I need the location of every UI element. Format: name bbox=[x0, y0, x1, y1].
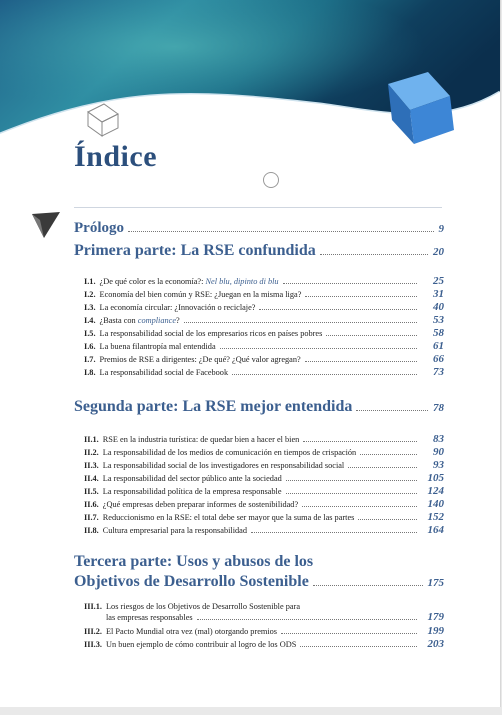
toc-entry[interactable] bbox=[84, 602, 444, 623]
entry-page: 124 bbox=[427, 485, 444, 497]
toc-label: Primera parte: La RSE confundida bbox=[74, 242, 316, 259]
leader-dots bbox=[320, 254, 428, 255]
entry-page: 61 bbox=[433, 340, 444, 352]
leader-dots bbox=[281, 633, 417, 634]
leader-dots bbox=[251, 532, 417, 533]
toc-page: 175 bbox=[427, 577, 444, 589]
page-title: Índice bbox=[74, 140, 158, 173]
entry-title: Economía del bien común y RSE: ¿Juegan en la misma liga? bbox=[99, 290, 302, 299]
entry-title-line1: Los riesgos de los Objetivos de Desarrollo Sostenible para bbox=[105, 602, 301, 611]
entry-number: II.2. bbox=[84, 448, 99, 457]
entry-number: I.1. bbox=[84, 277, 96, 286]
toc-part-2[interactable] bbox=[74, 398, 444, 416]
entry-title: La responsabilidad social de los investigadores en responsabilidad social bbox=[102, 461, 345, 470]
toc-page: 9 bbox=[438, 223, 444, 235]
toc-entry[interactable] bbox=[84, 447, 444, 458]
entry-page: 25 bbox=[433, 275, 444, 287]
toc-entry[interactable] bbox=[84, 626, 444, 637]
entry-page: 73 bbox=[433, 366, 444, 378]
toc-label: Segunda parte: La RSE mejor entendida bbox=[74, 398, 353, 415]
leader-dots bbox=[283, 283, 417, 284]
entry-number: I.8. bbox=[84, 368, 96, 377]
leader-dots bbox=[326, 335, 417, 336]
toc-entry[interactable] bbox=[84, 639, 444, 650]
entry-title: La responsabilidad del sector público ante la sociedad bbox=[102, 474, 282, 483]
leader-dots bbox=[286, 493, 417, 494]
entry-title: La responsabilidad de los medios de comunicación en tiempos de crispación bbox=[102, 448, 357, 457]
toc-prologo[interactable] bbox=[74, 220, 444, 237]
wireframe-cube-icon bbox=[84, 100, 122, 138]
entry-page: 164 bbox=[427, 524, 444, 536]
pyramid-icon bbox=[30, 208, 62, 240]
toc-label-line1: Tercera parte: Usos y abusos de los bbox=[74, 553, 314, 570]
leader-dots bbox=[356, 410, 428, 411]
entry-number: II.7. bbox=[84, 513, 99, 522]
entry-title: La responsabilidad social de Facebook bbox=[99, 368, 229, 377]
leader-dots bbox=[358, 519, 417, 520]
entry-number: II.8. bbox=[84, 526, 99, 535]
entry-title-line2: las empresas responsables bbox=[106, 613, 193, 622]
entry-number: I.2. bbox=[84, 290, 96, 299]
circle-ornament-icon bbox=[263, 172, 279, 188]
leader-dots bbox=[128, 231, 434, 232]
entry-page: 40 bbox=[433, 301, 444, 313]
entry-title: Cultura empresarial para la responsabilidad bbox=[102, 526, 247, 535]
entry-page: 90 bbox=[433, 446, 444, 458]
blue-cube-icon bbox=[384, 66, 464, 146]
toc-entry[interactable] bbox=[84, 302, 444, 313]
leader-dots bbox=[184, 322, 417, 323]
entry-title: ¿Qué empresas deben preparar informes de sostenibilidad? bbox=[102, 500, 299, 509]
entry-page: 93 bbox=[433, 459, 444, 471]
entry-number: II.5. bbox=[84, 487, 99, 496]
entry-title: Premios de RSE a dirigentes: ¿De qué? ¿Qué valor agregan? bbox=[99, 355, 301, 364]
toc-entry[interactable] bbox=[84, 276, 444, 287]
entry-title: Un buen ejemplo de cómo contribuir al logro de los ODS bbox=[105, 640, 297, 649]
leader-dots bbox=[303, 441, 417, 442]
leader-dots bbox=[259, 309, 417, 310]
toc-entry[interactable] bbox=[84, 525, 444, 536]
entry-page: 203 bbox=[427, 638, 444, 650]
entry-number: I.3. bbox=[84, 303, 96, 312]
toc-entry[interactable] bbox=[84, 434, 444, 445]
toc-label-line2: Objetivos de Desarrollo Sostenible bbox=[74, 573, 309, 590]
leader-dots bbox=[360, 454, 417, 455]
entry-page: 199 bbox=[427, 625, 444, 637]
entry-number: III.3. bbox=[84, 640, 102, 649]
toc-label: Prólogo bbox=[74, 220, 124, 236]
entry-title: La responsabilidad social de los empresarios ricos en países pobres bbox=[99, 329, 323, 338]
leader-dots bbox=[305, 361, 417, 362]
toc-entry[interactable] bbox=[84, 499, 444, 510]
leader-dots bbox=[313, 585, 423, 586]
entry-page: 152 bbox=[427, 511, 444, 523]
leader-dots bbox=[286, 480, 417, 481]
entry-title: ¿De qué color es la economía?: Nel blu, dipinto di blu bbox=[99, 277, 279, 286]
entry-number: I.5. bbox=[84, 329, 96, 338]
leader-dots bbox=[348, 467, 417, 468]
entry-page: 105 bbox=[427, 472, 444, 484]
leader-dots bbox=[220, 348, 417, 349]
toc-entry[interactable] bbox=[84, 315, 444, 326]
entry-number: II.6. bbox=[84, 500, 99, 509]
entry-number: III.1. bbox=[84, 602, 102, 611]
divider bbox=[74, 207, 442, 208]
entry-number: III.2. bbox=[84, 627, 102, 636]
entry-number: II.3. bbox=[84, 461, 99, 470]
toc-entry[interactable] bbox=[84, 289, 444, 300]
leader-dots bbox=[197, 619, 417, 620]
toc-page: 78 bbox=[433, 402, 444, 414]
toc-entry[interactable] bbox=[84, 486, 444, 497]
entry-number: I.6. bbox=[84, 342, 96, 351]
leader-dots bbox=[305, 296, 417, 297]
toc-part-3[interactable] bbox=[74, 552, 444, 593]
entry-title: La buena filantropía mal entendida bbox=[99, 342, 216, 351]
toc-entry[interactable] bbox=[84, 460, 444, 471]
toc-entry[interactable] bbox=[84, 341, 444, 352]
entry-page: 179 bbox=[427, 611, 444, 623]
entry-title: El Pacto Mundial otra vez (mal) otorgando premios bbox=[105, 627, 278, 636]
entry-page: 53 bbox=[433, 314, 444, 326]
leader-dots bbox=[232, 374, 417, 375]
entry-title: Reduccionismo en la RSE: el total debe ser mayor que la suma de las partes bbox=[102, 513, 355, 522]
entry-page: 31 bbox=[433, 288, 444, 300]
entry-number: II.1. bbox=[84, 435, 99, 444]
entry-page: 66 bbox=[433, 353, 444, 365]
toc-entry[interactable] bbox=[84, 512, 444, 523]
toc-entry[interactable] bbox=[84, 473, 444, 484]
toc-page: 20 bbox=[433, 246, 444, 258]
entry-number: II.4. bbox=[84, 474, 99, 483]
entry-title: La economía circular: ¿Innovación o reciclaje? bbox=[99, 303, 256, 312]
toc-entry[interactable] bbox=[84, 328, 444, 339]
toc-entry[interactable] bbox=[84, 354, 444, 365]
entry-page: 83 bbox=[433, 433, 444, 445]
entry-page: 140 bbox=[427, 498, 444, 510]
leader-dots bbox=[300, 646, 417, 647]
entry-title: La responsabilidad política de la empresa responsable bbox=[102, 487, 282, 496]
entry-number: I.4. bbox=[84, 316, 96, 325]
leader-dots bbox=[302, 506, 417, 507]
toc-entry[interactable] bbox=[84, 367, 444, 378]
entry-number: I.7. bbox=[84, 355, 96, 364]
entry-title: RSE en la industria turística: de quedar bien a hacer el bien bbox=[102, 435, 300, 444]
toc-part-1[interactable] bbox=[74, 242, 444, 260]
entry-page: 58 bbox=[433, 327, 444, 339]
entry-title: ¿Basta con compliance? bbox=[99, 316, 180, 325]
